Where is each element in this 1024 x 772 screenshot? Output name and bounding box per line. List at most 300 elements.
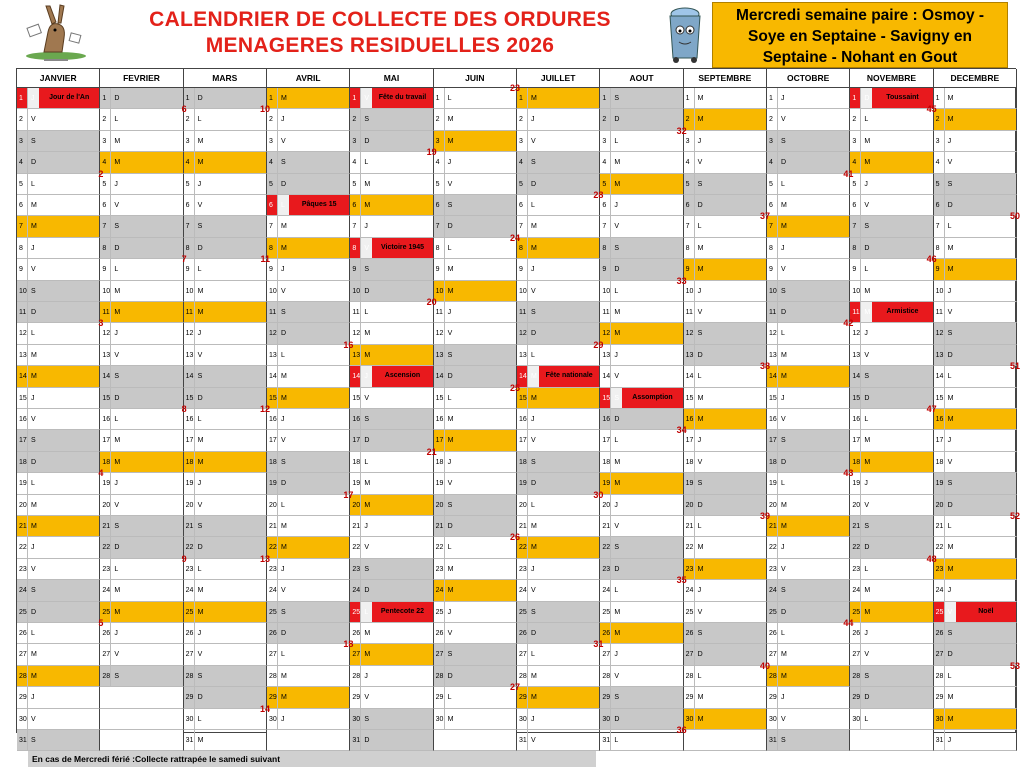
- weekday-letter: J: [531, 416, 535, 423]
- week-number: 41: [843, 168, 854, 179]
- day-cell: [100, 152, 183, 173]
- day-number: 28: [185, 672, 194, 680]
- day-number: 18: [685, 458, 694, 466]
- day-number: 7: [519, 223, 523, 231]
- weekday-letter: S: [781, 587, 786, 595]
- day-number: 8: [102, 244, 107, 252]
- weekday-letter: M: [281, 244, 287, 252]
- weekday-letter: M: [947, 95, 954, 102]
- day-number: 13: [435, 351, 444, 359]
- day-cell: [517, 430, 600, 451]
- day-cell: [434, 532, 520, 558]
- day-cell: [600, 109, 683, 130]
- day-cell: [767, 302, 850, 323]
- day-cell: [350, 238, 433, 259]
- day-cell: [767, 195, 850, 216]
- weekday-letter: V: [447, 630, 453, 637]
- day-cell: [434, 644, 517, 665]
- day-number: 14: [269, 373, 277, 381]
- weekday-letter: J: [281, 565, 285, 573]
- day-cell: [684, 430, 767, 451]
- day-number: 29: [185, 694, 194, 702]
- weekday-letter: L: [947, 523, 952, 530]
- day-number: 18: [519, 458, 527, 466]
- week-number: 10: [259, 104, 270, 115]
- week-number: 31: [593, 639, 604, 650]
- day-cell: [850, 366, 933, 387]
- day-number: 16: [185, 416, 194, 423]
- day-number: 2: [852, 116, 857, 124]
- weekday-letter: D: [114, 244, 120, 252]
- day-cell: [600, 725, 687, 751]
- day-cell: [767, 452, 850, 473]
- day-cell: [767, 516, 850, 537]
- day-cell: [600, 323, 683, 344]
- day-number: 9: [435, 266, 440, 274]
- day-cell: [267, 580, 350, 601]
- weekday-letter: V: [447, 330, 453, 338]
- week-number: 16: [343, 339, 354, 350]
- day-cell: [684, 602, 767, 623]
- day-number: 25: [269, 608, 277, 616]
- day-cell: [684, 452, 767, 473]
- weekday-letter: M: [447, 565, 454, 573]
- day-number: 10: [935, 287, 944, 295]
- day-number: 24: [935, 587, 944, 595]
- day-cell: [517, 666, 600, 687]
- day-number: 15: [19, 394, 27, 402]
- day-cell: [434, 516, 517, 537]
- day-number: 4: [769, 159, 773, 167]
- day-number: 16: [935, 416, 944, 423]
- weekday-letter: S: [281, 608, 286, 616]
- holiday-label: Armistice: [872, 302, 932, 322]
- day-cell: [350, 131, 433, 152]
- day-number: 30: [19, 715, 27, 723]
- day-cell: [600, 125, 687, 152]
- day-cell: [850, 602, 933, 623]
- weekday-letter: S: [531, 159, 536, 167]
- day-number: 16: [19, 416, 27, 423]
- day-number: 31: [185, 737, 194, 744]
- day-cell: [434, 666, 517, 687]
- day-cell: [350, 473, 433, 494]
- weekday-letter: L: [197, 416, 202, 423]
- weekday-letter: V: [197, 651, 203, 659]
- day-cell: [684, 709, 767, 730]
- day-number: 19: [769, 480, 777, 488]
- weekday-letter: M: [281, 523, 287, 530]
- day-number: 23: [269, 565, 277, 573]
- day-number: 23: [935, 565, 944, 573]
- day-number: 17: [269, 437, 277, 445]
- title-line-2: MENAGERES RESIDUELLES 2026: [205, 34, 555, 57]
- day-number: 3: [269, 137, 273, 145]
- day-number: 12: [352, 330, 361, 338]
- weekday-letter: L: [114, 565, 119, 573]
- weekday-letter: D: [364, 437, 370, 445]
- day-number: 4: [935, 159, 940, 167]
- day-cell: [767, 495, 850, 516]
- day-number: 21: [19, 523, 27, 530]
- day-number: 23: [435, 565, 444, 573]
- day-cell: [350, 323, 433, 344]
- day-number: 29: [519, 694, 527, 702]
- weekday-letter: J: [281, 715, 285, 723]
- weekday-letter: S: [364, 715, 369, 723]
- weekday-letter: M: [947, 394, 954, 402]
- day-number: 1: [269, 95, 273, 102]
- weekday-letter: M: [281, 373, 287, 381]
- weekday-letter: M: [614, 630, 621, 637]
- day-cell: [434, 623, 517, 644]
- empty-day-cell: [267, 730, 350, 751]
- weekday-letter: J: [697, 137, 702, 145]
- weekday-letter: V: [447, 180, 453, 188]
- day-number: 15: [602, 394, 611, 402]
- weekday-letter: S: [947, 480, 953, 488]
- weekday-letter: D: [197, 544, 203, 552]
- weekday-letter: M: [864, 159, 871, 167]
- day-number: 7: [935, 223, 940, 231]
- day-number: 30: [935, 715, 944, 723]
- day-cell: [267, 323, 350, 344]
- holiday-label: Fête nationale: [539, 366, 599, 386]
- day-number: 21: [269, 523, 277, 530]
- weekday-letter: L: [447, 95, 452, 102]
- day-number: 17: [602, 437, 611, 445]
- weekday-letter: L: [614, 437, 619, 445]
- weekday-letter: J: [947, 737, 952, 744]
- day-number: 19: [602, 480, 611, 488]
- day-cell: [600, 238, 683, 259]
- day-cell: [600, 537, 683, 558]
- day-number: 7: [352, 223, 357, 231]
- weekday-letter: V: [697, 309, 703, 316]
- day-number: 27: [769, 651, 777, 659]
- weekday-letter: M: [364, 630, 371, 637]
- weekday-letter: J: [197, 630, 202, 637]
- day-cell: [184, 553, 270, 580]
- week-number: 23: [509, 83, 520, 93]
- day-number: 7: [769, 223, 773, 231]
- day-cell: [600, 302, 683, 323]
- weekday-letter: S: [447, 651, 453, 659]
- weekday-letter: D: [281, 180, 287, 188]
- day-number: 11: [435, 309, 443, 316]
- day-number: 12: [185, 330, 194, 338]
- day-cell: [100, 404, 187, 430]
- day-cell: [850, 131, 933, 152]
- month-header-fevrier: FEVRIER: [100, 69, 183, 88]
- weekday-letter: V: [531, 587, 536, 595]
- day-number: 23: [852, 565, 861, 573]
- day-cell: [684, 323, 767, 344]
- day-cell: [850, 174, 933, 195]
- week-number: 7: [181, 254, 187, 265]
- day-cell: [17, 730, 100, 751]
- day-cell: [434, 452, 517, 473]
- day-cell: [100, 666, 183, 687]
- day-number: 16: [602, 416, 611, 423]
- day-number: 17: [102, 437, 111, 445]
- weekday-letter: V: [531, 437, 536, 445]
- weekday-letter: V: [864, 651, 869, 659]
- weekday-letter: V: [697, 159, 703, 167]
- day-number: 28: [519, 672, 527, 680]
- weekday-letter: J: [531, 715, 535, 723]
- day-cell: [100, 602, 183, 623]
- day-number: 13: [769, 351, 777, 359]
- day-number: 28: [852, 672, 861, 680]
- day-cell: [100, 345, 183, 366]
- day-cell: [850, 216, 933, 237]
- day-cell: [684, 259, 767, 280]
- weekday-letter: S: [114, 523, 119, 530]
- day-cell: [600, 452, 683, 473]
- weekday-letter: J: [447, 458, 452, 466]
- day-number: 9: [19, 266, 23, 274]
- day-cell: [434, 83, 520, 109]
- day-cell: [267, 559, 350, 580]
- day-number: 24: [852, 587, 861, 595]
- weekday-letter: M: [364, 180, 371, 188]
- day-cell: [267, 473, 350, 494]
- weekday-letter: M: [114, 608, 121, 616]
- day-number: 25: [19, 608, 27, 616]
- day-number: 3: [852, 137, 857, 145]
- weekday-letter: D: [281, 330, 287, 338]
- day-number: 21: [602, 523, 611, 530]
- day-cell: [850, 709, 933, 730]
- weekday-letter: S: [947, 630, 953, 637]
- weekday-letter: D: [614, 715, 620, 723]
- day-cell: [517, 174, 600, 195]
- day-cell: [17, 559, 100, 580]
- day-number: 18: [935, 458, 944, 466]
- day-cell: [350, 687, 433, 708]
- day-cell: [17, 345, 100, 366]
- weekday-letter: S: [31, 587, 36, 595]
- weekday-letter: M: [781, 373, 787, 381]
- day-number: 6: [602, 202, 607, 209]
- day-number: 20: [352, 501, 361, 509]
- day-cell: [850, 430, 933, 451]
- day-number: 27: [19, 651, 27, 659]
- day-cell: [684, 511, 770, 537]
- day-number: 26: [102, 630, 111, 637]
- day-cell: [934, 281, 1017, 302]
- weekday-letter: M: [947, 116, 954, 124]
- weekday-letter: J: [114, 180, 118, 188]
- day-number: 26: [769, 630, 777, 637]
- day-number: 10: [602, 287, 611, 295]
- weekday-letter: L: [864, 116, 869, 124]
- day-cell: [517, 709, 600, 730]
- day-number: 21: [685, 523, 694, 530]
- day-cell: [684, 131, 767, 152]
- day-cell: [350, 516, 433, 537]
- month-header-septembre: SEPTEMBRE: [684, 69, 767, 88]
- day-cell: [600, 709, 683, 730]
- day-number: 16: [769, 416, 777, 423]
- weekday-letter: J: [864, 330, 868, 338]
- day-cell: [517, 152, 600, 173]
- day-cell: [850, 580, 933, 601]
- day-number: 8: [435, 244, 440, 252]
- weekday-letter: D: [947, 501, 953, 509]
- weekday-letter: M: [781, 223, 787, 231]
- weekday-letter: D: [281, 480, 287, 488]
- week-number: 3: [98, 318, 104, 329]
- day-cell: [767, 709, 850, 730]
- weekday-letter: J: [614, 651, 618, 659]
- day-cell: [17, 602, 100, 623]
- day-number: 31: [602, 737, 611, 744]
- weekday-letter: L: [947, 223, 952, 231]
- day-cell: [100, 495, 183, 516]
- weekday-letter: M: [781, 202, 787, 209]
- collection-info-box: [712, 2, 1008, 68]
- day-number: 21: [519, 523, 527, 530]
- day-cell: [850, 281, 933, 302]
- weekday-letter: V: [364, 394, 369, 402]
- weekday-letter: D: [531, 330, 537, 338]
- weekday-letter: V: [531, 137, 536, 145]
- day-cell: [17, 131, 100, 152]
- day-number: 13: [352, 351, 361, 359]
- month-header-janvier: JANVIER: [17, 69, 100, 88]
- week-number: 12: [259, 404, 270, 414]
- day-number: 22: [435, 544, 444, 552]
- weekday-letter: S: [614, 394, 619, 402]
- day-cell: [17, 618, 104, 644]
- weekday-letter: M: [447, 416, 454, 423]
- day-cell: [684, 211, 770, 237]
- day-cell: [267, 602, 350, 623]
- day-cell: [434, 216, 517, 237]
- day-number: 5: [435, 180, 440, 188]
- day-cell: [767, 238, 850, 259]
- weekday-letter: D: [947, 651, 953, 659]
- day-number: 22: [185, 544, 194, 552]
- day-number: 12: [935, 330, 944, 338]
- month-header-decembre: DECEMBRE: [934, 69, 1017, 88]
- day-number: 9: [685, 266, 690, 274]
- day-cell: [17, 109, 100, 130]
- day-cell: [267, 537, 350, 558]
- holiday-label: Fête du travail: [372, 88, 432, 108]
- weekday-letter: V: [197, 202, 203, 209]
- day-cell: [17, 259, 100, 280]
- weekday-letter: M: [364, 501, 371, 509]
- day-cell: [517, 452, 600, 473]
- weekday-letter: M: [531, 394, 537, 402]
- weekday-letter: S: [447, 501, 453, 509]
- day-cell: [934, 580, 1017, 601]
- day-number: 18: [769, 458, 777, 466]
- day-cell: [517, 339, 604, 366]
- day-cell: [434, 580, 517, 601]
- day-number: 11: [602, 309, 610, 316]
- weekday-letter: M: [531, 223, 537, 231]
- weekday-letter: M: [114, 587, 121, 595]
- day-number: 17: [685, 437, 694, 445]
- day-number: 9: [519, 266, 523, 274]
- weekday-letter: M: [447, 137, 454, 145]
- day-cell: [100, 238, 183, 259]
- weekday-letter: L: [614, 587, 619, 595]
- weekday-letter: L: [531, 202, 535, 209]
- day-number: 8: [935, 244, 940, 252]
- day-cell: [184, 281, 267, 302]
- day-cell: [267, 489, 354, 516]
- day-cell: [767, 152, 850, 173]
- day-cell: [934, 302, 1017, 323]
- day-number: 18: [185, 458, 194, 466]
- day-number: 21: [102, 523, 111, 530]
- day-cell: [267, 339, 354, 366]
- weekday-letter: V: [364, 544, 369, 552]
- day-number: 29: [769, 694, 777, 702]
- weekday-letter: S: [114, 373, 119, 381]
- weekday-letter: V: [31, 116, 36, 124]
- day-cell: [600, 559, 683, 580]
- weekday-letter: D: [697, 202, 703, 209]
- day-number: 23: [352, 565, 361, 573]
- day-cell: [767, 345, 850, 366]
- day-cell: [767, 318, 854, 344]
- day-cell: [684, 623, 767, 644]
- weekday-letter: D: [114, 394, 120, 402]
- weekday-letter: L: [864, 266, 869, 274]
- day-cell: [600, 174, 683, 195]
- weekday-letter: J: [364, 672, 368, 680]
- weekday-letter: V: [947, 159, 953, 167]
- weekday-letter: M: [31, 672, 37, 680]
- day-number: 13: [685, 351, 694, 359]
- weekday-letter: J: [197, 330, 202, 338]
- day-cell: [850, 666, 933, 687]
- weekday-letter: V: [31, 565, 36, 573]
- day-cell: [100, 537, 183, 558]
- weekday-letter: S: [364, 266, 369, 274]
- day-number: 8: [769, 244, 773, 252]
- day-cell: [934, 323, 1017, 344]
- day-number: 12: [102, 330, 111, 338]
- day-cell: [184, 195, 267, 216]
- day-cell: [184, 430, 267, 451]
- weekday-letter: D: [31, 159, 37, 167]
- day-number: 7: [435, 223, 440, 231]
- day-number: 23: [769, 565, 777, 573]
- weekday-letter: D: [781, 608, 787, 616]
- day-number: 10: [519, 287, 527, 295]
- weekday-letter: L: [947, 373, 952, 381]
- weekday-letter: L: [364, 309, 369, 316]
- weekday-letter: M: [31, 351, 37, 359]
- weekday-letter: S: [364, 565, 369, 573]
- day-number: 1: [602, 95, 607, 102]
- weekday-letter: V: [614, 373, 619, 381]
- day-cell: [934, 409, 1017, 430]
- weekday-letter: M: [864, 458, 871, 466]
- weekday-letter: M: [281, 672, 287, 680]
- day-number: 8: [269, 244, 273, 252]
- day-number: 9: [102, 266, 107, 274]
- day-cell: [184, 666, 267, 687]
- day-cell: [767, 666, 850, 687]
